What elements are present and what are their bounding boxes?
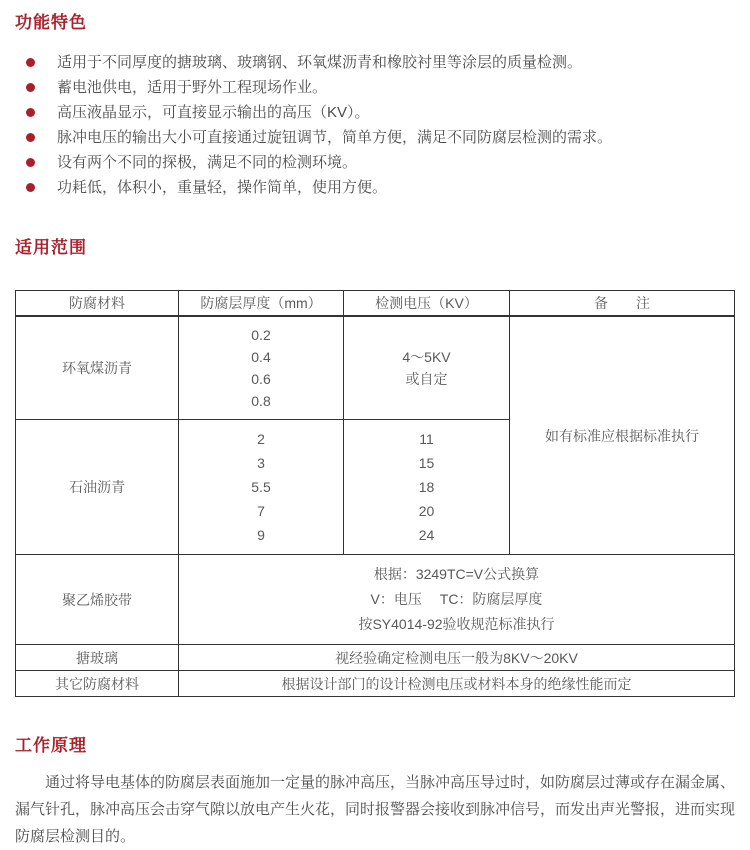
voltage-value: 11 xyxy=(419,431,434,447)
info-line: V：电压 TC：防腐层厚度 xyxy=(370,591,543,607)
header-voltage: 检测电压（KV） xyxy=(344,291,510,317)
scope-section-title: 适用范围 xyxy=(15,238,87,257)
bullet-icon xyxy=(26,83,35,92)
thickness-cell xyxy=(179,420,344,555)
feature-item-text: 功耗低，体积小，重量轻，操作简单，使用方便。 xyxy=(57,179,388,196)
voltage-value: 4～5KV xyxy=(402,349,451,365)
table-row xyxy=(16,645,735,671)
thickness-value: 3 xyxy=(257,455,265,471)
header-thickness: 防腐层厚度（mm） xyxy=(179,291,344,317)
merged-info-cell xyxy=(179,555,735,645)
feature-item xyxy=(15,150,735,175)
bullet-icon xyxy=(26,183,35,192)
thickness-value: 5.5 xyxy=(251,479,271,495)
thickness-value: 9 xyxy=(257,527,265,543)
thickness-value: 7 xyxy=(257,503,265,519)
voltage-value: 24 xyxy=(418,527,435,543)
principle-body-text: 通过将导电基体的防腐层表面施加一定量的脉冲高压，当脉冲高压导过时，如防腐层过薄或存在漏金属、漏气针孔，脉冲高压会击穿气隙以放电产生火花，同时报警器会接收到脉冲信号，而发出声光警报，进而实现防腐层检测目的。 xyxy=(15,774,736,845)
thickness-cell xyxy=(179,316,344,420)
thickness-value: 0.2 xyxy=(251,327,271,343)
thickness-value: 0.6 xyxy=(251,371,271,387)
feature-item-text: 蓄电池供电，适用于野外工程现场作业。 xyxy=(57,79,328,96)
principle-section-title: 工作原理 xyxy=(15,736,87,755)
feature-item-text: 适用于不同厚度的搪玻璃、玻璃钢、环氧煤沥青和橡胶衬里等涂层的质量检测。 xyxy=(57,54,583,71)
voltage-cell xyxy=(344,316,510,420)
thickness-value: 2 xyxy=(257,431,265,447)
feature-item xyxy=(15,175,735,200)
features-list xyxy=(15,50,735,200)
voltage-value: 20 xyxy=(418,503,435,519)
info-line: 根据：3249TC=V公式换算 xyxy=(373,566,540,582)
feature-item-text: 高压液晶显示，可直接显示输出的高压（KV）。 xyxy=(57,104,370,121)
bullet-icon xyxy=(26,58,35,67)
material-cell: 石油沥青 xyxy=(16,420,179,555)
bullet-icon xyxy=(26,158,35,167)
feature-item xyxy=(15,75,735,100)
header-material: 防腐材料 xyxy=(16,291,179,317)
feature-item-text: 脉冲电压的输出大小可直接通过旋钮调节，简单方便，满足不同防腐层检测的需求。 xyxy=(57,129,613,146)
table-row xyxy=(16,671,735,697)
thickness-value: 0.4 xyxy=(251,349,271,365)
material-cell: 其它防腐材料 xyxy=(16,671,179,697)
bullet-icon xyxy=(26,133,35,142)
info-line: 按SY4014-92验收规范标准执行 xyxy=(358,616,555,632)
features-section-title: 功能特色 xyxy=(15,13,87,32)
feature-item-text: 设有两个不同的探极，满足不同的检测环境。 xyxy=(57,154,358,171)
merged-info-cell: 根据设计部门的设计检测电压或材料本身的绝缘性能而定 xyxy=(179,671,735,697)
table-row xyxy=(16,555,735,645)
thickness-value: 0.8 xyxy=(251,393,271,409)
application-scope-table xyxy=(15,290,735,697)
feature-item xyxy=(15,50,735,75)
table-header-row xyxy=(16,291,735,317)
header-remark: 备 注 xyxy=(510,291,735,317)
material-cell: 聚乙烯胶带 xyxy=(16,555,179,645)
bullet-icon xyxy=(26,108,35,117)
material-cell: 环氧煤沥青 xyxy=(16,316,179,420)
remark-cell: 如有标准应根据标准执行 xyxy=(510,316,735,555)
feature-item xyxy=(15,100,735,125)
voltage-value: 或自定 xyxy=(405,371,448,387)
merged-info-cell: 视经验确定检测电压一般为8KV～20KV xyxy=(179,645,735,671)
voltage-cell xyxy=(344,420,510,555)
voltage-value: 18 xyxy=(418,479,435,495)
material-cell: 搪玻璃 xyxy=(16,645,179,671)
voltage-value: 15 xyxy=(418,455,435,471)
feature-item xyxy=(15,125,735,150)
table-row xyxy=(16,316,735,420)
